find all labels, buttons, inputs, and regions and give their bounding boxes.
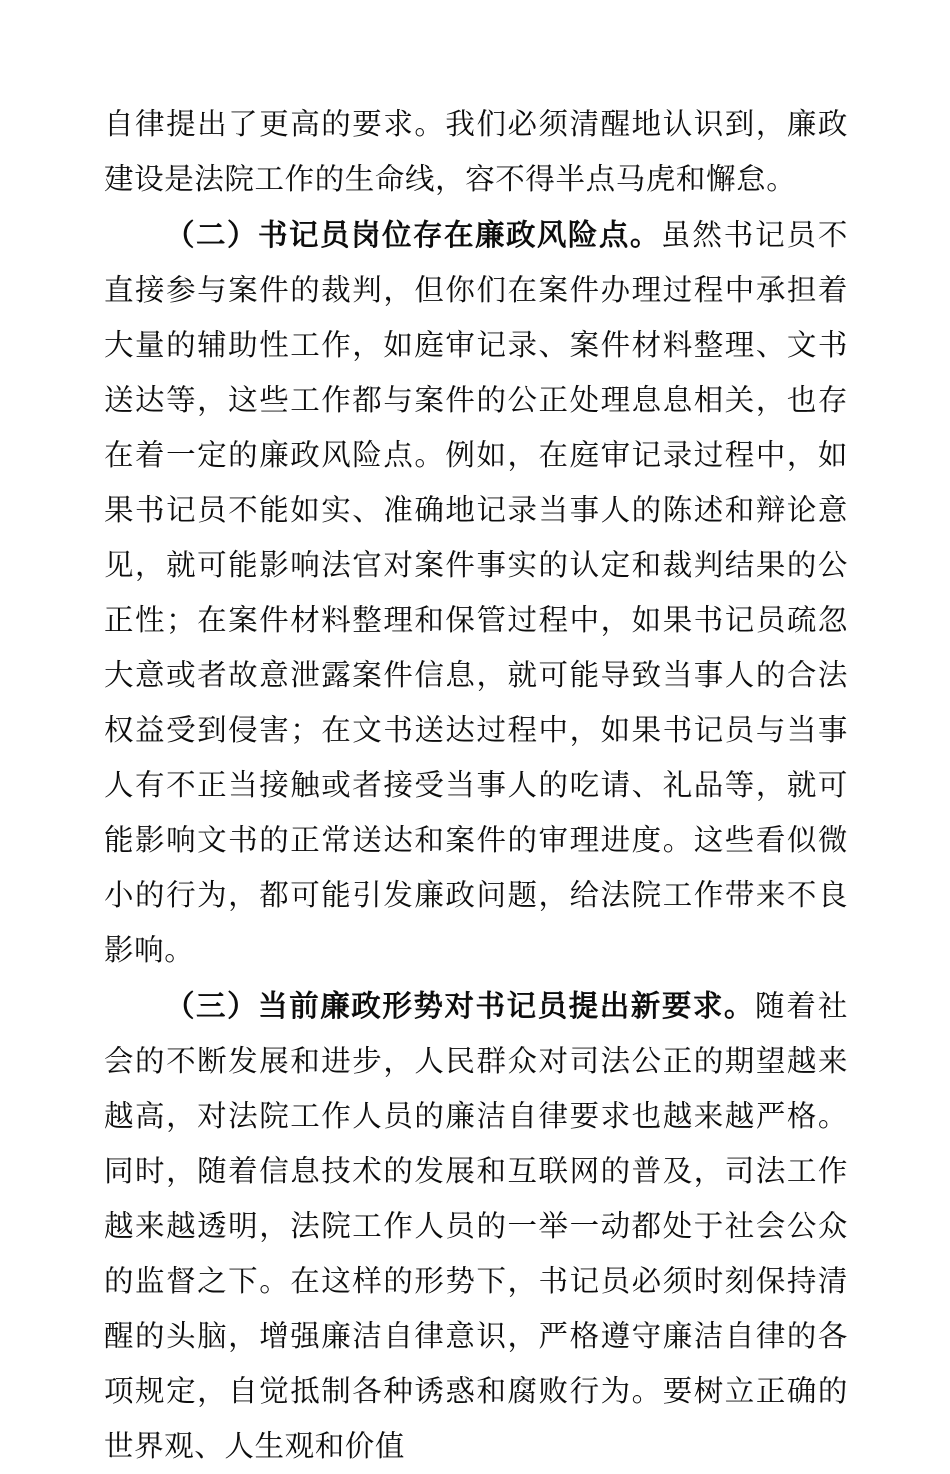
document-text-body — [104, 96, 848, 1474]
paragraph-continuation — [104, 96, 848, 207]
paragraph-section-three — [104, 978, 848, 1474]
section-two-heading: （二）书记员岗位存在廉政风险点。 — [165, 217, 661, 252]
paragraph-body-text: 自律提出了更高的要求。我们必须清醒地认识到，廉政建设是法院工作的生命线，容不得半点马虎和懈怠。 — [104, 107, 848, 196]
section-three-body-text: 随着社会的不断发展和进步，人民群众对司法公正的期望越来越高，对法院工作人员的廉洁自律要求也越来越严格。同时，随着信息技术的发展和互联网的普及，司法工作越来越透明，法院工作人员的一举一动都处于社会公众的监督之下。在这样的形势下，书记员必须时刻保持清醒的头脑，增强廉洁自律意识，严格遵守廉洁自律的各项规定，自觉抵制各种诱惑和腐败行为。要树立正确的世界观、人生观和价值 — [104, 989, 848, 1463]
section-two-body-text: 虽然书记员不直接参与案件的裁判，但你们在案件办理过程中承担着大量的辅助性工作，如庭审记录、案件材料整理、文书送达等，这些工作都与案件的公正处理息息相关，也存在着一定的廉政风险点。例如，在庭审记录过程中，如果书记员不能如实、准确地记录当事人的陈述和辩论意见，就可能影响法官对案件事实的认定和裁判结果的公正性；在案件材料整理和保管过程中，如果书记员疏忽大意或者故意泄露案件信息，就可能导致当事人的合法权益受到侵害；在文书送达过程中，如果书记员与当事人有不正当接触或者接受当事人的吃请、礼品等，就可能影响文书的正常送达和案件的审理进度。这些看似微小的行为，都可能引发廉政问题，给法院工作带来不良影响。 — [104, 218, 848, 967]
section-three-heading: （三）当前廉政形势对书记员提出新要求。 — [165, 988, 755, 1023]
paragraph-section-two — [104, 207, 848, 978]
